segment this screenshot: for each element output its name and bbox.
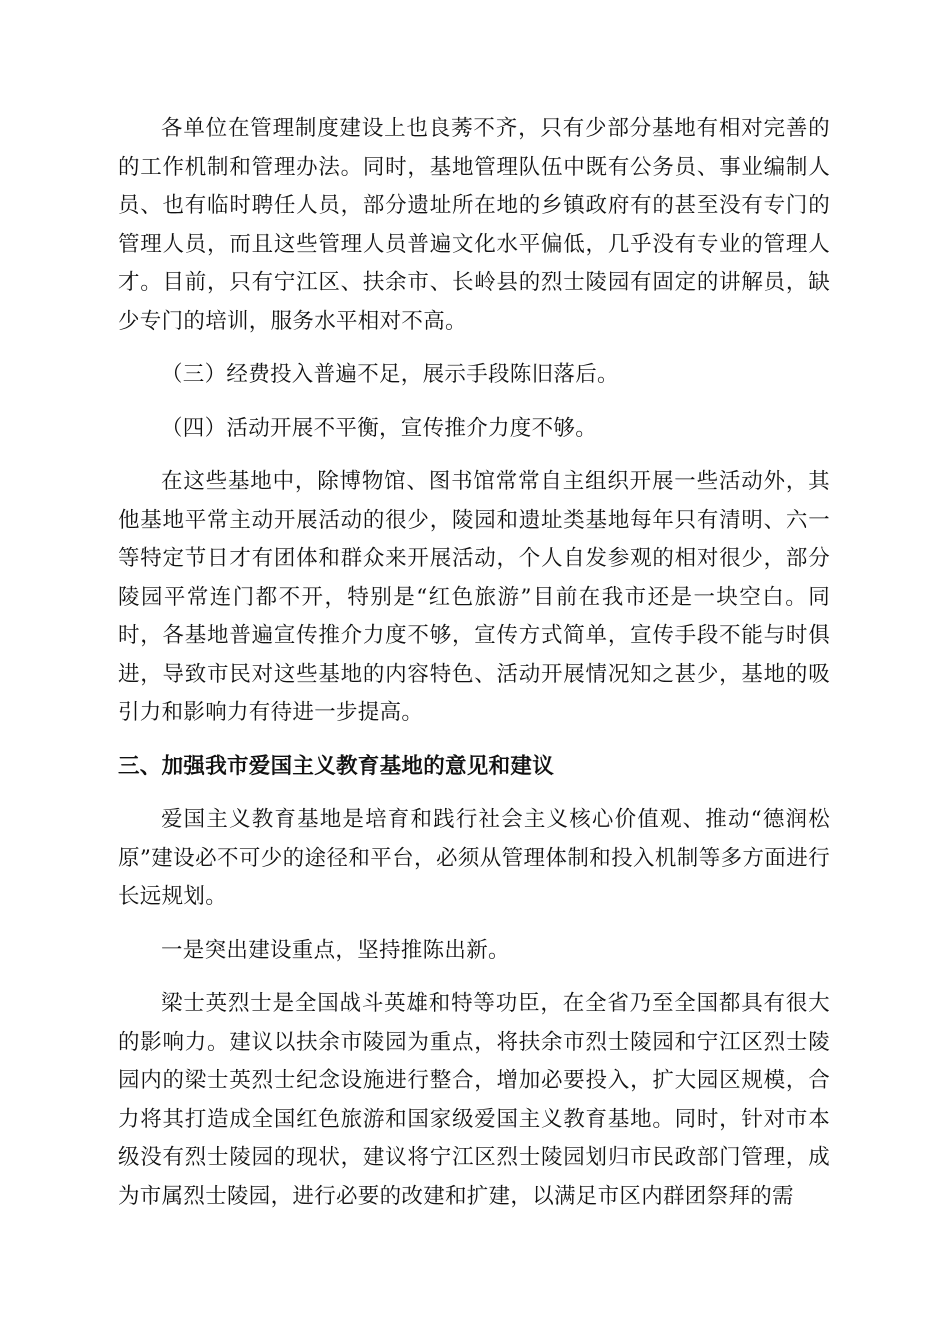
paragraph-item-three: （三）经费投入普遍不足，展示手段陈旧落后。 (161, 362, 619, 387)
document-page (118, 110, 830, 1216)
paragraph-item-four: （四）活动开展不平衡，宣传推介力度不够。 (161, 415, 598, 441)
paragraph-education-base-intro: 爱国主义教育基地是培育和践行社会主义核心价值观、推动“德润松原”建设必不可少的途径和平台，必须从管理体制和投入机制等多方面进行长远规划。 (118, 807, 830, 909)
paragraph-point-one: 一是突出建设重点，坚持推陈出新。 (161, 937, 510, 963)
paragraph-management-system: 各单位在管理制度建设上也良莠不齐，只有少部分基地有相对完善的的工作机制和管理办法。同时，基地管理队伍中既有公务员、事业编制人员、也有临时聘任人员，部分遗址所在地的乡镇政府有的甚至没有专门的管理人员，而且这些管理人员普遍文化水平偏低，几乎没有专业的管理人才。目前，只有宁江区、扶余市、长岭县的烈士陵园有固定的讲解员，缺少专门的培训，服务水平相对不高。 (118, 116, 830, 334)
section-heading-suggestions: 三、加强我市爱国主义教育基地的意见和建议 (118, 753, 555, 779)
paragraph-activities: 在这些基地中，除博物馆、图书馆常常自主组织开展一些活动外，其他基地平常主动开展活动的很少，陵园和遗址类基地每年只有清明、六一等特定节日才有团体和群众来开展活动，个人自发参观的相对很少，部分陵园平常连门都不开，特别是“红色旅游”目前在我市还是一块空白。同时，各基地普遍宣传推介力度不够，宣传方式简单，宣传手段不能与时俱进，导致市民对这些基地的内容特色、活动开展情况知之甚少，基地的吸引力和影响力有待进一步提高。 (118, 469, 830, 725)
paragraph-liang-shiying: 梁士英烈士是全国战斗英雄和特等功臣，在全省乃至全国都具有很大的影响力。建议以扶余市陵园为重点，将扶余市烈士陵园和宁江区烈士陵园内的梁士英烈士纪念设施进行整合，增加必要投入，扩大园区规模，合力将其打造成全国红色旅游和国家级爱国主义教育基地。同时，针对市本级没有烈士陵园的现状，建议将宁江区烈士陵园划归市民政部门管理，成为市属烈士陵园，进行必要的改建和扩建，以满足市区内群团祭拜的需 (118, 991, 830, 1209)
